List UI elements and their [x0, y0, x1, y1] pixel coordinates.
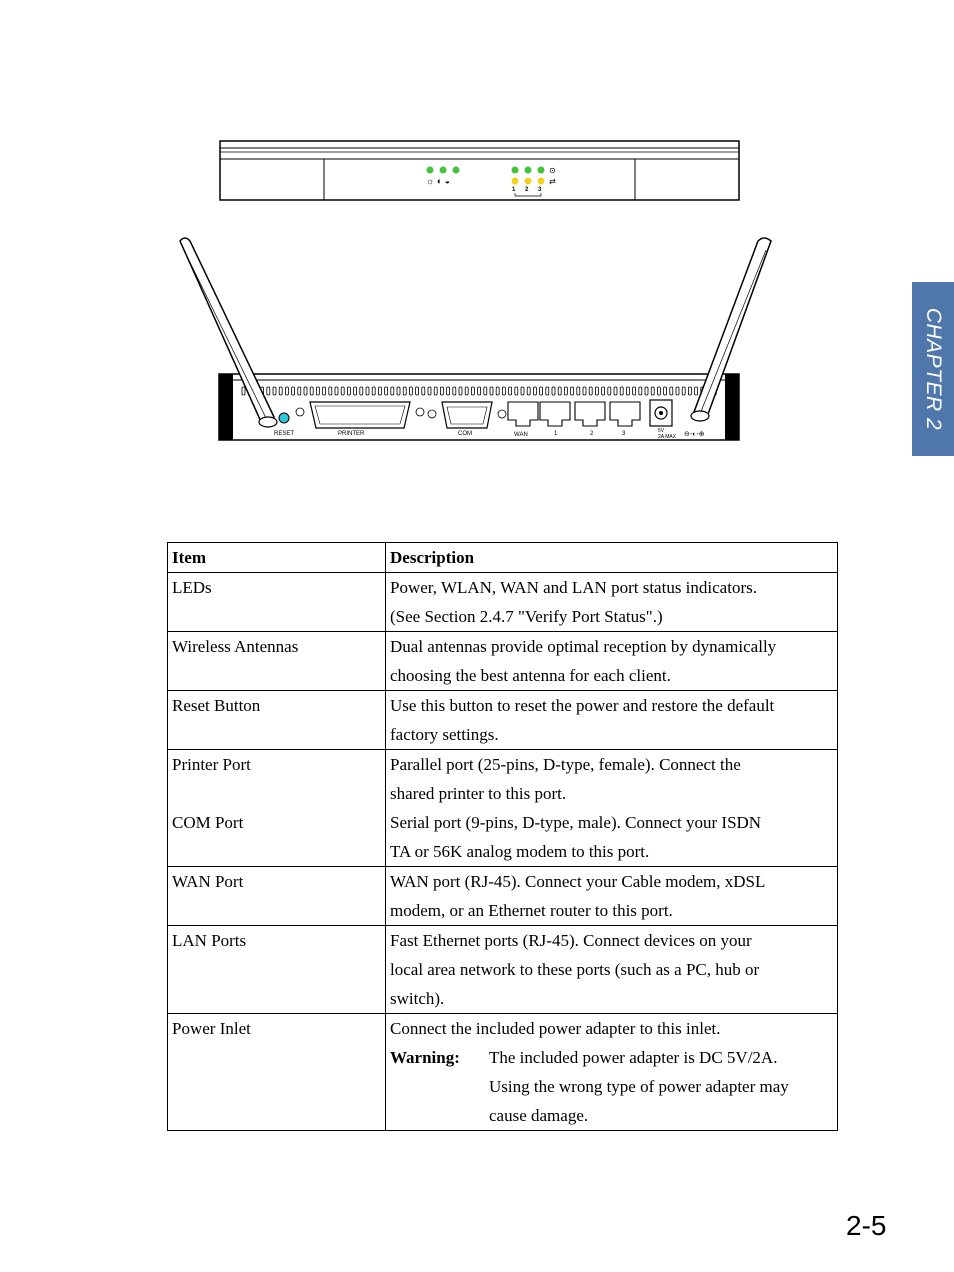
page-number: 2-5: [846, 1210, 887, 1241]
vent-slot: [378, 387, 381, 395]
vent-slot: [347, 387, 350, 395]
vent-slot: [558, 387, 561, 395]
vent-slot: [310, 387, 313, 395]
vent-slot: [490, 387, 493, 395]
power-5v-label: 5V: [658, 428, 665, 434]
item-cell: Wireless Antennas: [168, 632, 386, 691]
vent-slot: [540, 387, 543, 395]
item-cell: WAN Port: [168, 867, 386, 926]
vent-slot: [608, 387, 611, 395]
vent-slot: [657, 387, 660, 395]
vent-slot: [645, 387, 648, 395]
warning-note: [390, 1043, 833, 1130]
dc-polarity-symbol: ⊖-◐-⊕: [684, 431, 705, 438]
vent-slot: [676, 387, 679, 395]
reset-button: [279, 413, 289, 423]
item-cell: Power Inlet: [168, 1014, 386, 1131]
port-number-3: 3: [538, 187, 542, 193]
vent-slot: [360, 387, 363, 395]
vent-slot: [595, 387, 598, 395]
power-2a-label: 2A MAX: [658, 434, 677, 440]
description-cell: Parallel port (25-pins, D-type, female). Connect the shared printer to this port.: [386, 750, 838, 809]
vent-slot: [478, 387, 481, 395]
vent-slot: [335, 387, 338, 395]
lan1-label: 1: [554, 431, 558, 437]
com-label: COM: [458, 431, 472, 437]
vent-slot: [273, 387, 276, 395]
svg-text:☼ ◐ ◒: ☼ ◐ ◒: [426, 176, 451, 186]
router-back-panel-illustration: [170, 232, 790, 464]
vent-slot: [329, 387, 332, 395]
vent-slot: [409, 387, 412, 395]
table-row: [168, 926, 838, 1014]
description-cell: Serial port (9-pins, D-type, male). Connect your ISDN TA or 56K analog modem to this port.: [386, 808, 838, 867]
vent-slot: [515, 387, 518, 395]
vent-slot: [589, 387, 592, 395]
vent-slot: [682, 387, 685, 395]
item-cell: LAN Ports: [168, 926, 386, 1014]
power-inlet: [650, 400, 672, 426]
vent-slot: [626, 387, 629, 395]
vent-slot: [509, 387, 512, 395]
description-cell: Connect the included power adapter to this inlet. Warning: The included power adapter is DC 5V/2A. Using the wrong type of power adapter may cause damage.: [386, 1014, 838, 1131]
vent-slot: [422, 387, 425, 395]
table-header-row: [168, 543, 838, 573]
chapter-tab-label: CHAPTER 2: [922, 307, 945, 431]
table-row: [168, 867, 838, 926]
table-row: [168, 1014, 838, 1131]
vent-slot: [688, 387, 691, 395]
vent-slot: [639, 387, 642, 395]
vent-slot: [546, 387, 549, 395]
vent-slot: [292, 387, 295, 395]
item-cell: Reset Button: [168, 691, 386, 750]
svg-text:⇄: ⇄: [549, 177, 556, 186]
vent-slot: [502, 387, 505, 395]
vent-slot: [484, 387, 487, 395]
vent-slot: [285, 387, 288, 395]
vent-slot: [316, 387, 319, 395]
vent-slot: [471, 387, 474, 395]
vent-slot: [366, 387, 369, 395]
router-front-panel-illustration: [218, 140, 741, 202]
vent-slot: [428, 387, 431, 395]
vent-slot: [391, 387, 394, 395]
vent-slot: [453, 387, 456, 395]
svg-text:⊙: ⊙: [549, 166, 556, 175]
vent-slot: [279, 387, 282, 395]
lan2-label: 2: [590, 431, 594, 437]
vent-slot: [323, 387, 326, 395]
description-cell: Dual antennas provide optimal reception by dynamically choosing the best antenna for each client.: [386, 632, 838, 691]
table-row: [168, 808, 838, 867]
vent-slot: [633, 387, 636, 395]
vent-slot: [267, 387, 270, 395]
vent-slot: [496, 387, 499, 395]
item-cell: Printer Port: [168, 750, 386, 809]
vent-slot: [459, 387, 462, 395]
chapter-tab: [912, 282, 954, 456]
vent-slot: [564, 387, 567, 395]
table-row: [168, 573, 838, 632]
description-cell: WAN port (RJ-45). Connect your Cable modem, xDSL modem, or an Ethernet router to this port.: [386, 867, 838, 926]
warning-text: The included power adapter is DC 5V/2A. Using the wrong type of power adapter may cause damage.: [489, 1048, 789, 1125]
vent-slot: [552, 387, 555, 395]
lan3-label: 3: [622, 431, 626, 437]
warning-label: Warning:: [390, 1048, 460, 1067]
vent-slot: [664, 387, 667, 395]
vent-slot: [670, 387, 673, 395]
port-number-2: 2: [525, 187, 529, 193]
table-row: [168, 691, 838, 750]
vent-slot: [403, 387, 406, 395]
port-number-1: 1: [512, 187, 516, 193]
printer-port: [296, 402, 424, 428]
vent-slot: [447, 387, 450, 395]
table-row: [168, 632, 838, 691]
vent-slot: [385, 387, 388, 395]
vent-slot: [354, 387, 357, 395]
vent-slot: [397, 387, 400, 395]
vent-slot: [695, 387, 698, 395]
vent-slot: [614, 387, 617, 395]
component-description-table: [167, 542, 838, 1131]
vent-slots: [242, 387, 716, 395]
vent-slot: [521, 387, 524, 395]
description-cell: Fast Ethernet ports (RJ-45). Connect devices on your local area network to these ports (such as a PC, hub or switch).: [386, 926, 838, 1014]
vent-slot: [602, 387, 605, 395]
vent-slot: [298, 387, 301, 395]
vent-slot: [434, 387, 437, 395]
vent-slot: [242, 387, 245, 395]
reset-label: RESET: [274, 431, 295, 437]
header-description: Description: [386, 543, 838, 573]
vent-slot: [372, 387, 375, 395]
vent-slot: [620, 387, 623, 395]
table-row: [168, 750, 838, 809]
header-item: Item: [168, 543, 386, 573]
vent-slot: [341, 387, 344, 395]
vent-slot: [651, 387, 654, 395]
vent-slot: [571, 387, 574, 395]
printer-label: PRINTER: [338, 431, 365, 437]
description-cell: Power, WLAN, WAN and LAN port status indicators. (See Section 2.4.7 "Verify Port Status".): [386, 573, 838, 632]
vent-slot: [465, 387, 468, 395]
vent-slot: [304, 387, 307, 395]
vent-slot: [416, 387, 419, 395]
vent-slot: [527, 387, 530, 395]
wan-label: WAN: [514, 432, 528, 438]
item-cell: LEDs: [168, 573, 386, 632]
vent-slot: [533, 387, 536, 395]
vent-slot: [583, 387, 586, 395]
vent-slot: [577, 387, 580, 395]
description-cell: Use this button to reset the power and restore the default factory settings.: [386, 691, 838, 750]
item-cell: COM Port: [168, 808, 386, 867]
vent-slot: [440, 387, 443, 395]
